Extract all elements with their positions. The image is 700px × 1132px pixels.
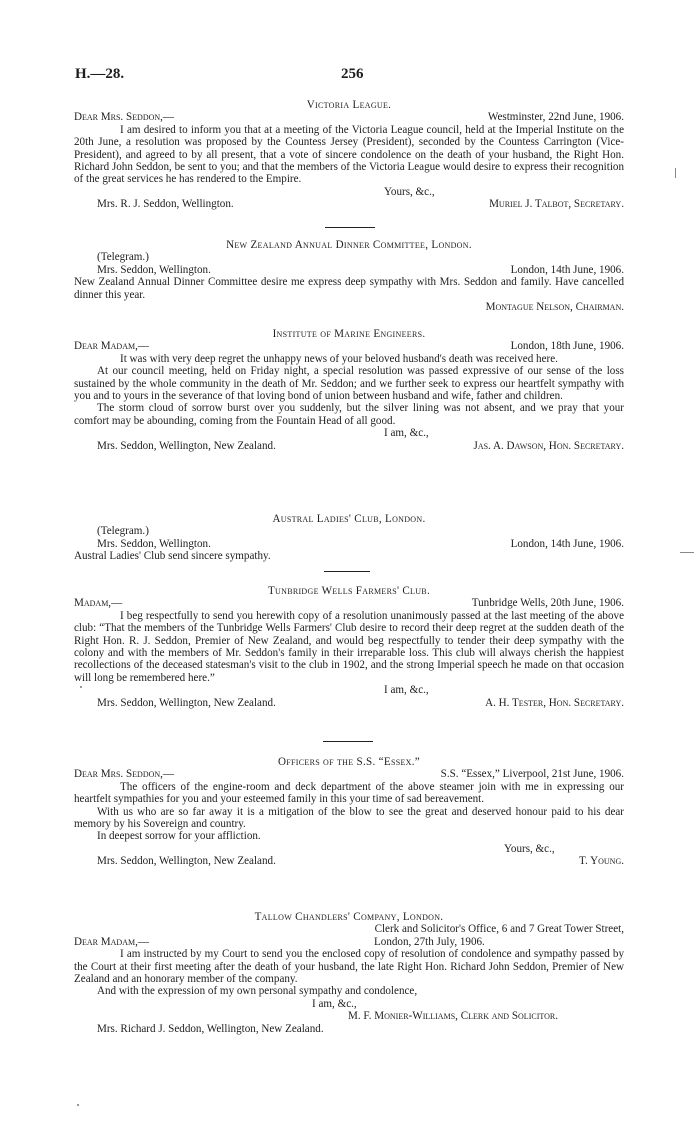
austral-place-date: London, 14th June, 1906. bbox=[510, 537, 624, 550]
tunbridge-signature: A. H. Tester, Hon. Secretary. bbox=[485, 696, 624, 709]
austral-title: Austral Ladies' Club, London. bbox=[272, 513, 426, 525]
marine-engineers-letter bbox=[74, 328, 624, 452]
tallow-closing: I am, &c., bbox=[312, 997, 357, 1010]
scan-speck bbox=[77, 1104, 79, 1106]
marine-signature: Jas. A. Dawson, Hon. Secretary. bbox=[473, 439, 624, 452]
tunbridge-salutation: Madam,— bbox=[74, 597, 123, 610]
marine-title: Institute of Marine Engineers. bbox=[272, 328, 426, 340]
tunbridge-closing: I am, &c., bbox=[384, 684, 429, 697]
essex-title: Officers of the S.S. “Essex.” bbox=[278, 756, 420, 768]
essex-place-date: S.S. “Essex,” Liverpool, 21st June, 1906. bbox=[440, 768, 624, 781]
tunbridge-place-date: Tunbridge Wells, 20th June, 1906. bbox=[471, 597, 624, 610]
essex-salutation: Dear Mrs. Seddon,— bbox=[74, 768, 175, 781]
austral-body: Austral Ladies' Club send sincere sympathy. bbox=[74, 550, 271, 563]
page-header-left: H.—28. bbox=[75, 66, 125, 82]
marine-paragraph-2: At our council meeting, held on Friday night, a special resolution was passed expressive of our sense of the loss sustained by the whole community in the death of Mr. Seddon; and we further seek to express our heartfelt sympathy with you and to yours in the severance of that loving bond of union between husband and wife, father and children. bbox=[74, 365, 624, 403]
tallow-addressee: Mrs. Richard J. Seddon, Wellington, New Zealand. bbox=[97, 1022, 324, 1035]
tallow-office: Clerk and Solicitor's Office, 6 and 7 Great Tower Street, bbox=[374, 923, 624, 936]
essex-closing: Yours, &c., bbox=[504, 842, 555, 855]
marine-salutation: Dear Madam,— bbox=[74, 340, 149, 353]
nz-dinner-addressee: Mrs. Seddon, Wellington. bbox=[97, 263, 211, 276]
essex-addressee: Mrs. Seddon, Wellington, New Zealand. bbox=[97, 855, 276, 868]
tunbridge-addressee: Mrs. Seddon, Wellington, New Zealand. bbox=[97, 696, 276, 709]
essex-signature: T. Young. bbox=[579, 855, 624, 868]
section-divider bbox=[325, 227, 375, 228]
victoria-salutation: Dear Mrs. Seddon,— bbox=[74, 111, 175, 124]
austral-club-telegram bbox=[74, 513, 624, 563]
tallow-paragraph-2: And with the expression of my own personal sympathy and condolence, bbox=[97, 985, 418, 998]
marine-place-date: London, 18th June, 1906. bbox=[510, 340, 624, 353]
victoria-place-date: Westminster, 22nd June, 1906. bbox=[487, 111, 624, 124]
tunbridge-title: Tunbridge Wells Farmers' Club. bbox=[267, 585, 431, 597]
austral-addressee: Mrs. Seddon, Wellington. bbox=[97, 537, 211, 550]
nz-dinner-telegram-label: (Telegram.) bbox=[97, 251, 149, 264]
essex-paragraph-3: In deepest sorrow for your affliction. bbox=[97, 830, 261, 843]
tunbridge-letter bbox=[74, 585, 624, 709]
nz-dinner-body: New Zealand Annual Dinner Committee desire me express deep sympathy with Mrs. Seddon and family. Have cancelled dinner this year. bbox=[74, 276, 624, 301]
tallow-signature: M. F. Monier-Williams, Clerk and Solicitor. bbox=[348, 1010, 558, 1023]
nz-dinner-title: New Zealand Annual Dinner Committee, London. bbox=[226, 239, 472, 251]
marine-closing: I am, &c., bbox=[384, 427, 429, 440]
essex-letter bbox=[74, 756, 624, 868]
page-number: 256 bbox=[341, 66, 364, 82]
nz-dinner-telegram bbox=[74, 239, 624, 313]
victoria-body: I am desired to inform you that at a meeting of the Victoria League council, held at the Imperial Institute on the 20th June, a resolution was proposed by the Countess Jersey (President), seconded by the Countess Carrington (Vice-President), and agreed to by all present, that a vote of sincere condolence on the death of your husband, the Right Hon. Richard John Seddon, be sent to you; and that the members of the Victoria League would desire to express their recognition of the great services he has rendered to the Empire. bbox=[74, 123, 624, 186]
marine-addressee: Mrs. Seddon, Wellington, New Zealand. bbox=[97, 439, 276, 452]
tallow-title: Tallow Chandlers' Company, London. bbox=[254, 911, 444, 923]
tallow-paragraph-1: I am instructed by my Court to send you the enclosed copy of resolution of condolence and sympathy passed by the Court at their first meeting after the death of your husband, the late Right Hon. Richard John Seddon, Premier of New Zealand and an honorary member of the company. bbox=[74, 948, 624, 986]
tallow-salutation: Dear Madam,— bbox=[74, 935, 149, 948]
scan-mark bbox=[680, 552, 694, 553]
austral-telegram-label: (Telegram.) bbox=[97, 525, 149, 538]
scan-mark bbox=[675, 168, 676, 178]
victoria-addressee: Mrs. R. J. Seddon, Wellington. bbox=[97, 198, 234, 211]
marine-paragraph-1: It was with very deep regret the unhappy news of your beloved husband's death was received here. bbox=[120, 352, 558, 365]
section-divider bbox=[324, 571, 370, 572]
essex-paragraph-2: With us who are so far away it is a mitigation of the blow to see the great and deserved honour paid to his dear memory by his Sovereign and country. bbox=[74, 805, 624, 831]
essex-paragraph-1: The officers of the engine-room and deck department of the above steamer join with me in expressing our heartfelt sympathies for you and your esteemed family in this your time of sad bereavement. bbox=[74, 780, 624, 806]
victoria-league-letter bbox=[74, 99, 624, 211]
nz-dinner-place-date: London, 14th June, 1906. bbox=[510, 263, 624, 276]
nz-dinner-signature: Montague Nelson, Chairman. bbox=[485, 301, 624, 314]
tunbridge-body: I beg respectfully to send you herewith copy of a resolution unanimously passed at the last meeting of the above club: “That the members of the Tunbridge Wells Farmers' Club desire to record their deep regret at the sudden death of the Right Hon. R. J. Seddon, Premier of New Zealand, and would beg respectfully to tender their deep sympathy with the colony and with the members of Mr. Seddon's family in their irreparable loss. This club will always cherish the happiest recollections of the deceased statesman's visit to the club in 1902, and the strong Imperial speech he made on that occasion will long be remembered here.” bbox=[74, 609, 624, 684]
scan-speck bbox=[80, 686, 82, 688]
tallow-chandlers-letter bbox=[74, 911, 624, 1035]
victoria-closing: Yours, &c., bbox=[384, 185, 435, 198]
marine-paragraph-3: The storm cloud of sorrow burst over you suddenly, but the silver lining was not absent, and we pray that your comfort may be abounding, coming from the Fountain Head of all good. bbox=[74, 402, 624, 427]
victoria-league-title: Victoria League. bbox=[306, 99, 392, 111]
tallow-date: London, 27th July, 1906. bbox=[374, 935, 485, 948]
section-divider bbox=[323, 741, 373, 742]
victoria-signature: Muriel J. Talbot, Secretary. bbox=[489, 198, 624, 211]
